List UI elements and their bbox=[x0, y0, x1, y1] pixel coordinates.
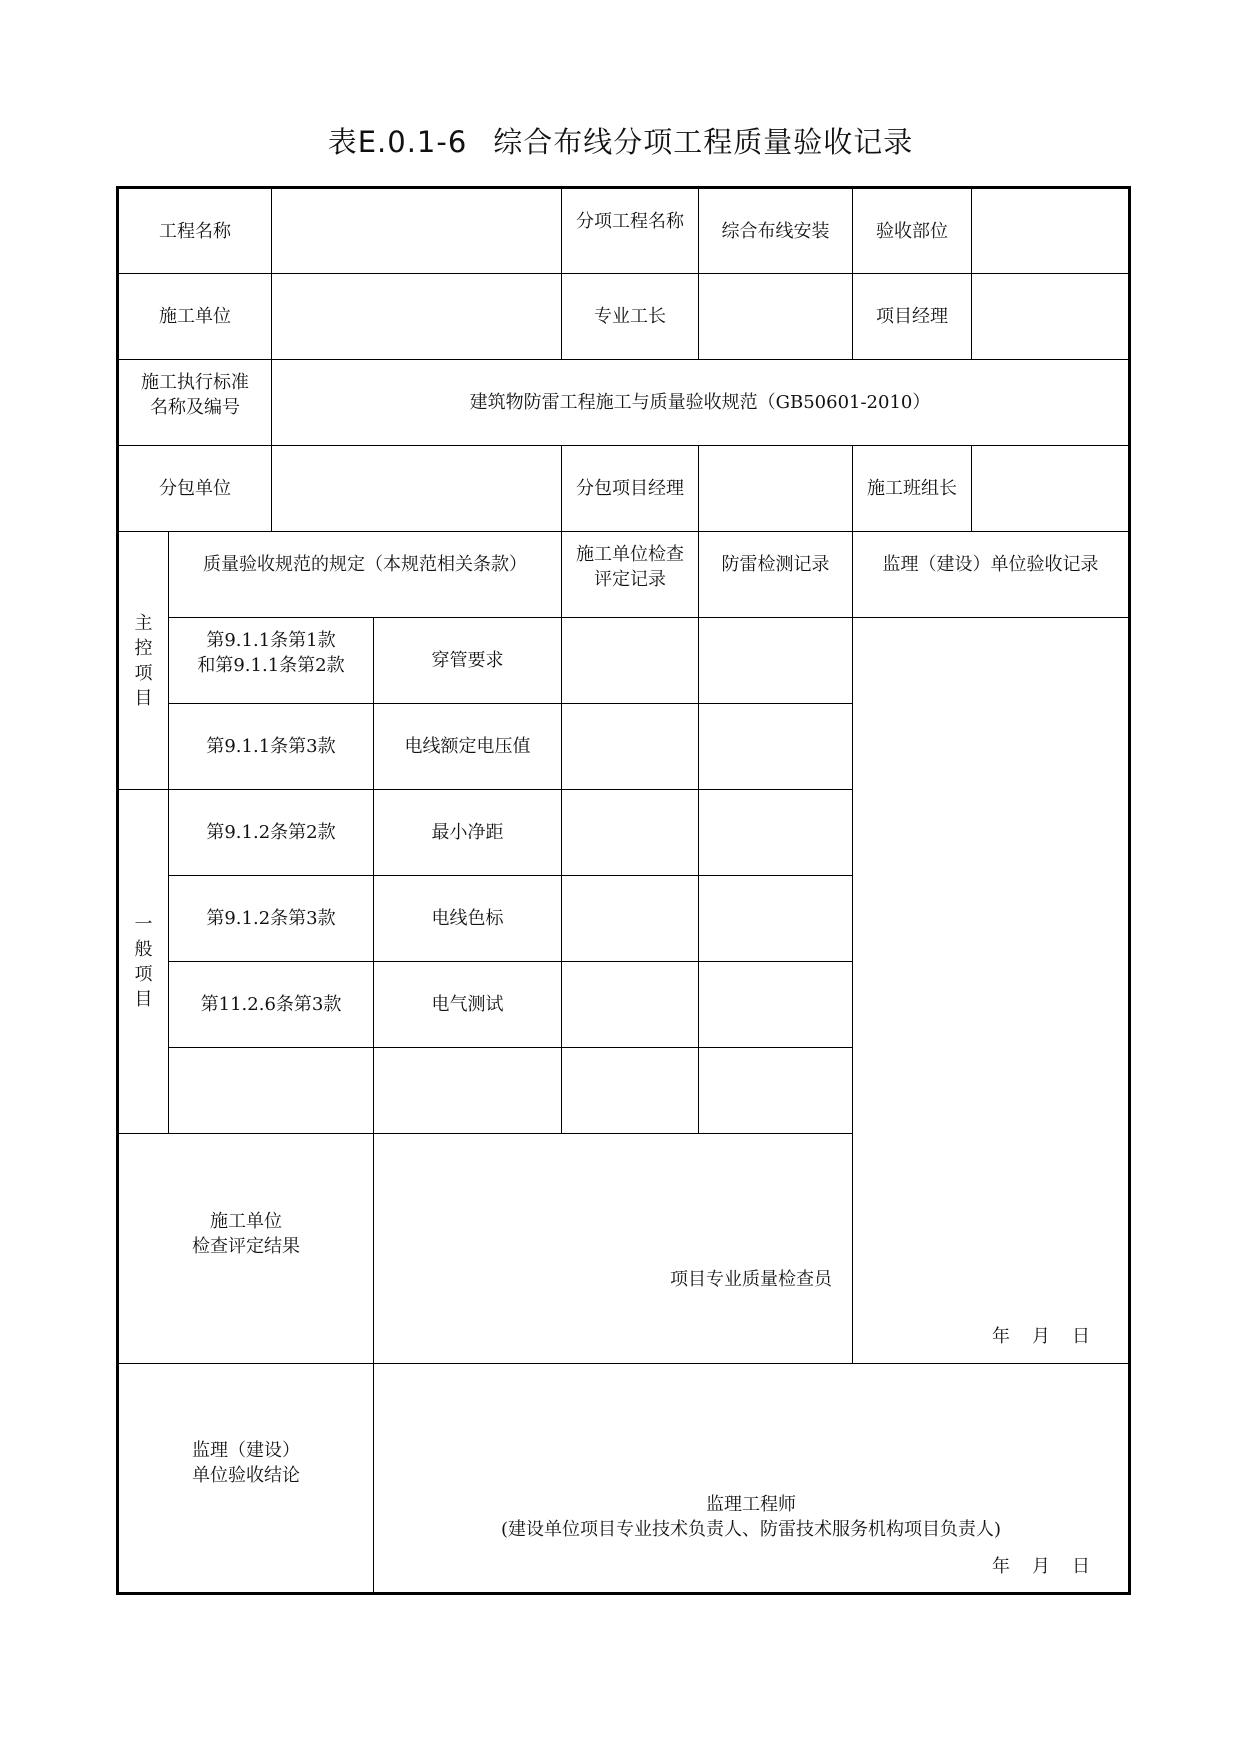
project-name-value[interactable] bbox=[272, 188, 562, 274]
row-standard bbox=[118, 360, 1130, 446]
unit-result-signer: 项目专业质量检查员 bbox=[670, 1269, 832, 1290]
unit-check-cell[interactable] bbox=[562, 962, 699, 1048]
table-row bbox=[118, 618, 1130, 704]
unit-check-cell[interactable] bbox=[562, 704, 699, 790]
item-cell: 穿管要求 bbox=[374, 618, 562, 704]
table-name: 综合布线分项工程质量验收记录 bbox=[493, 125, 914, 159]
supervision-column-header: 监理（建设）单位验收记录 bbox=[853, 532, 1130, 618]
clause-cell: 第9.1.1条第1款 和第9.1.1条第2款 bbox=[169, 618, 374, 704]
item-cell: 电线色标 bbox=[374, 876, 562, 962]
team-leader-label: 施工班组长 bbox=[853, 446, 972, 532]
project-manager-label: 项目经理 bbox=[853, 274, 972, 360]
row-unit-result bbox=[118, 1134, 1130, 1364]
clause-cell: 第9.1.1条第3款 bbox=[169, 704, 374, 790]
detection-cell[interactable] bbox=[699, 1048, 853, 1134]
detection-cell[interactable] bbox=[699, 876, 853, 962]
item-cell: 电气测试 bbox=[374, 962, 562, 1048]
acceptance-record-table bbox=[116, 186, 1131, 1595]
foreman-value[interactable] bbox=[699, 274, 853, 360]
acceptance-part-label: 验收部位 bbox=[853, 188, 972, 274]
subcontractor-label: 分包单位 bbox=[118, 446, 272, 532]
foreman-label: 专业工长 bbox=[562, 274, 699, 360]
row-column-headers bbox=[118, 532, 1130, 618]
clause-cell: 第9.1.2条第2款 bbox=[169, 790, 374, 876]
page-title bbox=[0, 120, 1241, 161]
clause-cell[interactable] bbox=[169, 1048, 374, 1134]
general-items-label: 一般项目 bbox=[118, 790, 169, 1134]
standard-label-line-2: 名称及编号 bbox=[150, 397, 240, 418]
subitem-name-label: 分项工程名称 bbox=[562, 188, 699, 274]
project-name-label: 工程名称 bbox=[118, 188, 272, 274]
item-cell[interactable] bbox=[374, 1048, 562, 1134]
subcontractor-value[interactable] bbox=[272, 446, 562, 532]
supervision-result-cell[interactable] bbox=[374, 1364, 1130, 1594]
spec-column-header: 质量验收规范的规定（本规范相关条款） bbox=[169, 532, 562, 618]
project-manager-value[interactable] bbox=[972, 274, 1130, 360]
detection-cell[interactable] bbox=[699, 790, 853, 876]
detection-column-header: 防雷检测记录 bbox=[699, 532, 853, 618]
subitem-name-value[interactable]: 综合布线安装 bbox=[699, 188, 853, 274]
detection-cell[interactable] bbox=[699, 704, 853, 790]
unit-check-cell[interactable] bbox=[562, 790, 699, 876]
unit-result-date: 年 月 日 bbox=[992, 1326, 1090, 1347]
row-subcontractor bbox=[118, 446, 1130, 532]
standard-label bbox=[118, 360, 272, 446]
sub-pm-label: 分包项目经理 bbox=[562, 446, 699, 532]
main-items-label: 主控项目 bbox=[118, 532, 169, 790]
row-supervision-result bbox=[118, 1364, 1130, 1594]
unit-check-cell[interactable] bbox=[562, 1048, 699, 1134]
unit-check-cell[interactable] bbox=[562, 876, 699, 962]
unit-check-column-header: 施工单位检查 评定记录 bbox=[562, 532, 699, 618]
detection-cell[interactable] bbox=[699, 962, 853, 1048]
row-project-name bbox=[118, 188, 1130, 274]
supervision-result-date: 年 月 日 bbox=[992, 1556, 1090, 1577]
clause-cell: 第9.1.2条第3款 bbox=[169, 876, 374, 962]
row-construction-unit bbox=[118, 274, 1130, 360]
supervision-result-label: 监理（建设） 单位验收结论 bbox=[118, 1364, 374, 1594]
table-code: 表E.0.1-6 bbox=[327, 125, 468, 159]
clause-cell: 第11.2.6条第3款 bbox=[169, 962, 374, 1048]
item-cell: 电线额定电压值 bbox=[374, 704, 562, 790]
standard-value[interactable]: 建筑物防雷工程施工与质量验收规范（GB50601-2010） bbox=[272, 360, 1130, 446]
construction-unit-value[interactable] bbox=[272, 274, 562, 360]
construction-unit-label: 施工单位 bbox=[118, 274, 272, 360]
sub-pm-value[interactable] bbox=[699, 446, 853, 532]
acceptance-part-value[interactable] bbox=[972, 188, 1130, 274]
detection-cell[interactable] bbox=[699, 618, 853, 704]
unit-result-label: 施工单位 检查评定结果 bbox=[118, 1134, 374, 1364]
supervision-result-signer: 监理工程师 (建设单位项目专业技术负责人、防雷技术服务机构项目负责人) bbox=[500, 1494, 1002, 1540]
standard-label-line-1: 施工执行标准 bbox=[141, 372, 249, 393]
unit-result-cell[interactable] bbox=[374, 1134, 1130, 1364]
team-leader-value[interactable] bbox=[972, 446, 1130, 532]
item-cell: 最小净距 bbox=[374, 790, 562, 876]
unit-check-cell[interactable] bbox=[562, 618, 699, 704]
